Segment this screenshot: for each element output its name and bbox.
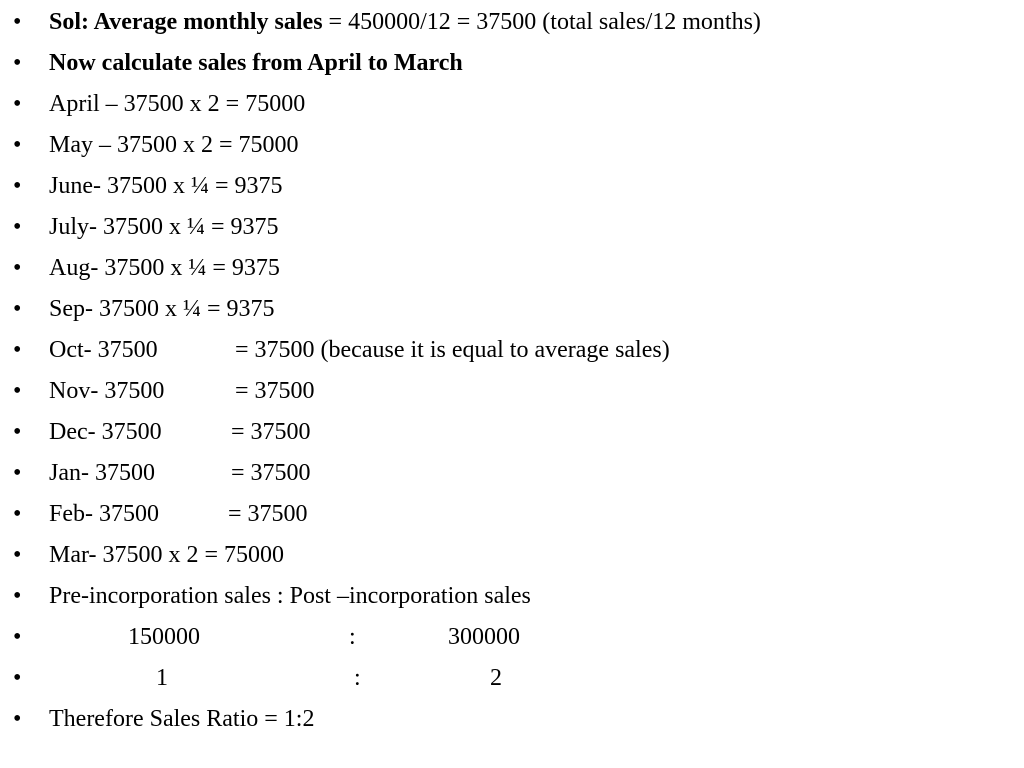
bullet-icon: • [13, 624, 22, 650]
ratio-separator: : [354, 665, 361, 691]
list-item [0, 658, 1024, 699]
list-item [0, 330, 1024, 371]
solution-formula: = 450000/12 = 37500 (total sales/12 months) [322, 9, 761, 35]
section-heading: Now calculate sales from April to March [49, 50, 463, 76]
conclusion-line: Therefore Sales Ratio = 1:2 [49, 706, 315, 732]
bullet-icon: • [13, 501, 22, 527]
solution-heading: Sol: Average monthly sales [49, 9, 323, 35]
list-item [0, 207, 1024, 248]
bullet-icon: • [13, 173, 22, 199]
month-oct-value: = 37500 (because it is equal to average sales) [235, 337, 670, 363]
post-incorporation-amount: 300000 [448, 624, 520, 650]
month-june: June- 37500 x ¼ = 9375 [49, 173, 283, 199]
month-may: May – 37500 x 2 = 75000 [49, 132, 299, 158]
list-item [0, 494, 1024, 535]
ratio-separator: : [349, 624, 356, 650]
list-item [0, 453, 1024, 494]
list-item [0, 43, 1024, 84]
month-nov-label: Nov- 37500 [49, 378, 165, 404]
month-mar: Mar- 37500 x 2 = 75000 [49, 542, 285, 568]
list-item [0, 576, 1024, 617]
bullet-list [0, 2, 1024, 740]
bullet-icon: • [13, 337, 22, 363]
month-dec-label: Dec- 37500 [49, 419, 162, 445]
month-aug: Aug- 37500 x ¼ = 9375 [49, 255, 280, 281]
list-item [0, 2, 1024, 43]
list-item [0, 371, 1024, 412]
bullet-icon: • [13, 255, 22, 281]
bullet-icon: • [13, 665, 22, 691]
month-sep: Sep- 37500 x ¼ = 9375 [49, 296, 275, 322]
month-july: July- 37500 x ¼ = 9375 [49, 214, 279, 240]
bullet-icon: • [13, 91, 22, 117]
bullet-icon: • [13, 460, 22, 486]
pre-incorporation-amount: 150000 [128, 624, 200, 650]
list-item [0, 699, 1024, 740]
month-jan-label: Jan- 37500 [49, 460, 155, 486]
month-feb-value: = 37500 [228, 501, 308, 527]
bullet-icon: • [13, 542, 22, 568]
bullet-icon: • [13, 419, 22, 445]
bullet-icon: • [13, 132, 22, 158]
bullet-icon: • [13, 50, 22, 76]
list-item [0, 84, 1024, 125]
bullet-icon: • [13, 378, 22, 404]
month-dec-value: = 37500 [231, 419, 311, 445]
month-april: April – 37500 x 2 = 75000 [49, 91, 306, 117]
month-jan-value: = 37500 [231, 460, 311, 486]
list-item [0, 166, 1024, 207]
list-item [0, 617, 1024, 658]
bullet-icon: • [13, 706, 22, 732]
month-nov-value: = 37500 [235, 378, 315, 404]
pre-incorporation-ratio: 1 [156, 665, 168, 691]
bullet-icon: • [13, 9, 22, 35]
post-incorporation-ratio: 2 [490, 665, 502, 691]
list-item [0, 289, 1024, 330]
ratio-heading: Pre-incorporation sales : Post –incorporation sales [49, 583, 531, 609]
month-oct-label: Oct- 37500 [49, 337, 158, 363]
list-item [0, 248, 1024, 289]
month-feb-label: Feb- 37500 [49, 501, 159, 527]
list-item [0, 412, 1024, 453]
solution-line [49, 2, 761, 43]
list-item [0, 535, 1024, 576]
list-item [0, 125, 1024, 166]
bullet-icon: • [13, 214, 22, 240]
bullet-icon: • [13, 296, 22, 322]
bullet-icon: • [13, 583, 22, 609]
